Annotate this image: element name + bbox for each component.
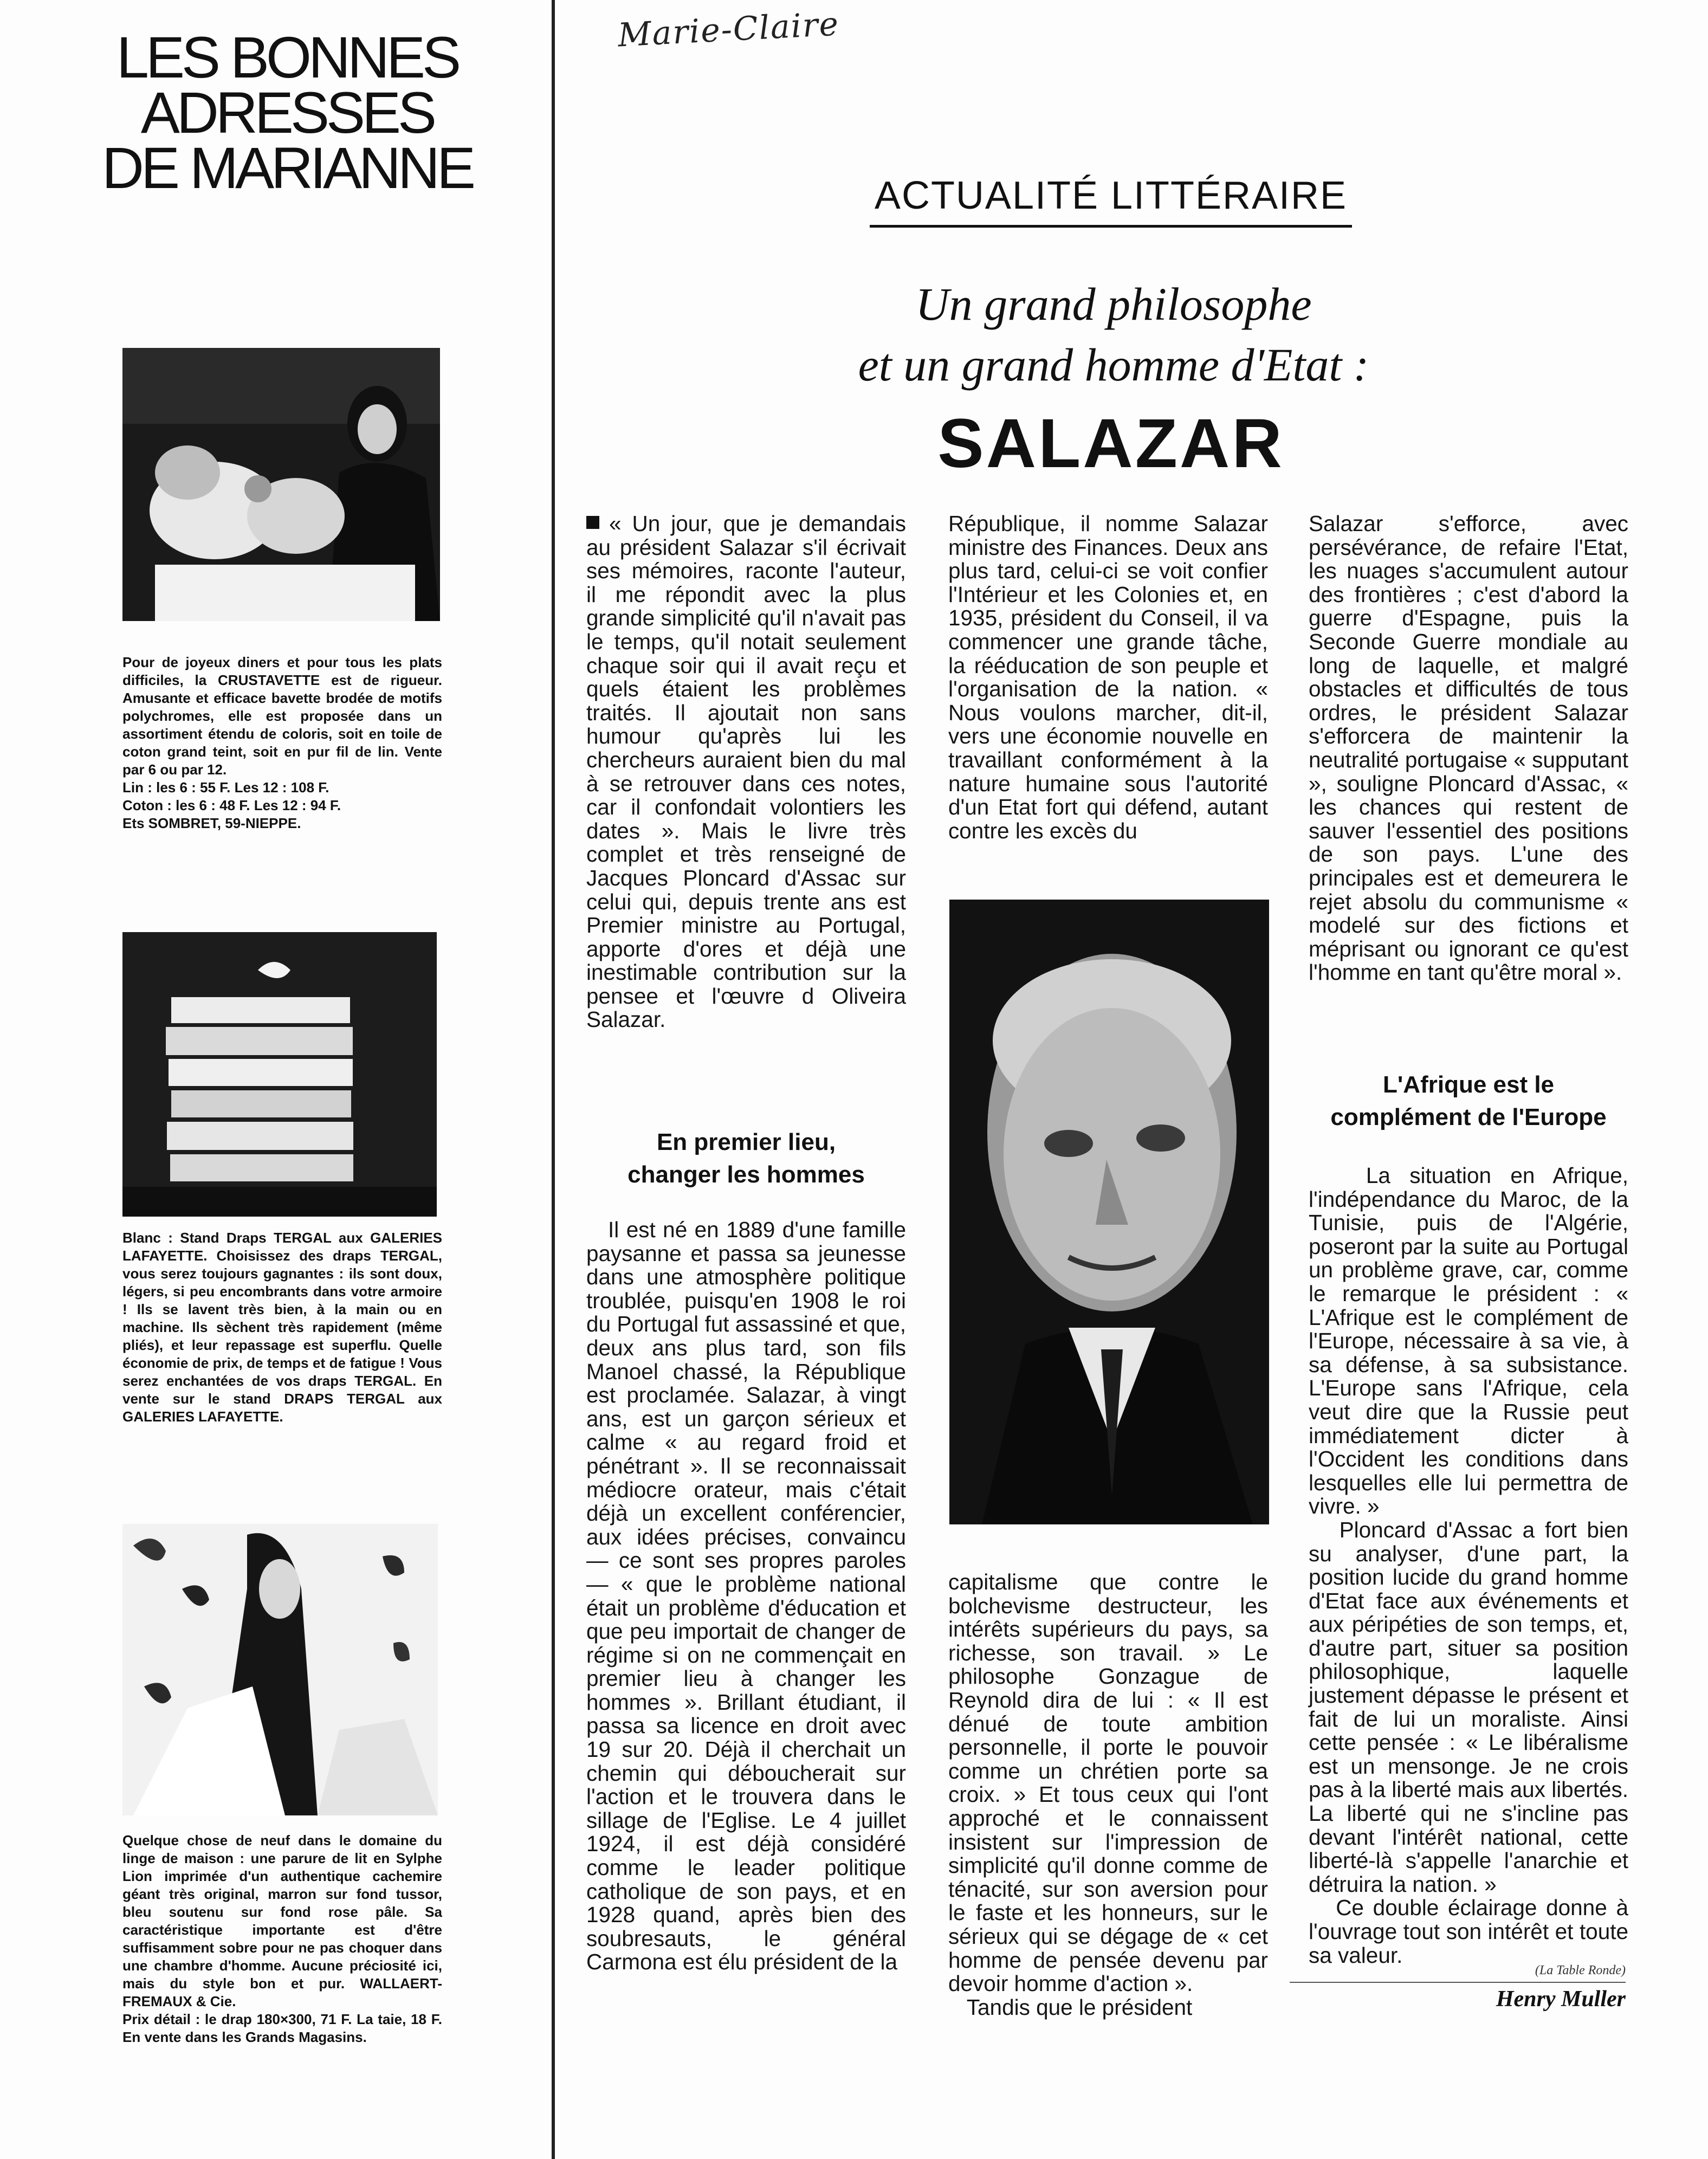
article-col3-top: Salazar s'efforce, avec persévérance, de refaire l'Etat, les nuages s'accumulent autour des frontières ; c'est d'abord la guerre d'Espagne, puis la Seconde Guerre mondiale au long de laquelle, et malgré obstacles et difficultés de tous ordres, le président Salazar s'efforcera de maintenir la neutralité portugaise « supputant », souligne Ploncard d'Assac, « les chances qui restent de sauver l'essentiel des positions de son pays. L'une des principales est et demeurera le rejet absolu du communisme « modelé sur des fictions et méprisant ou ignorant ce qu'est l'homme en tant qu'être moral ». bbox=[1309, 511, 1635, 985]
subtitle-line: et un grand homme d'Etat : bbox=[858, 339, 1369, 391]
photo-draps-tergal-image bbox=[122, 932, 437, 1217]
article-title: SALAZAR bbox=[937, 405, 1284, 482]
caption-parure-sylphe: Quelque chose de neuf dans le domaine du linge de maison : une parure de lit en Sylphe Lion imprimée d'un authentique cachemire géant très original, marron sur fond tussor, bleu soutenu sur fond rose pâle. Sa caractéristique importante est d'être suffisamment sobre pour ne pas choquer dans une chambre d'homme. Aucune préciosité ici, mais du style bon et pur. WALLAERT-FREMAUX & Cie. Prix détail : le drap 180×300, 71 F. La taie, 18 F. En vente dans les Grands Magasins. bbox=[122, 1832, 442, 2045]
article-col1-intro bbox=[586, 511, 913, 1032]
left-title-line: DE MARIANNE bbox=[101, 135, 473, 201]
article-author: Henry Muller bbox=[1496, 1987, 1626, 2012]
photo-parure-sylphe bbox=[122, 1524, 438, 1815]
caption-crustavette: Pour de joyeux diners et pour tous les plats difficiles, la CRUSTAVETTE est de rigueur. Amusante et efficace bavette brodée de motifs polychromes, elle est proposée dans un assortiment étendu de coloris, soit en toile de coton grand teint, soit en pur fil de lin. Vente par 6 ou par 12. Lin : les 6 : 55 F. Les 12 : 108 F. Coton : les 6 : 48 F. Les 12 : 94 F. Ets SOMBRET, 59-NIEPPE. bbox=[122, 654, 442, 831]
bullet-square-icon bbox=[586, 516, 599, 529]
subhead-afrique: L'Afrique est le complément de l'Europe bbox=[1330, 1071, 1607, 1130]
left-title-line: LES BONNES bbox=[116, 24, 458, 90]
salazar-portrait-image bbox=[949, 900, 1269, 1524]
left-title-line: ADRESSES bbox=[140, 80, 434, 145]
article-col2-top: République, il nomme Salazar ministre des Finances. Deux ans plus tard, celui-ci se voit confier l'Intérieur et les Colonies et, en 1935, président du Conseil, il va commencer une grande tâche, la rééducation de son peuple et l'organisation de la nation. « Nous voulons marcher, dit-il, vers une économie nouvelle en travaillant conformément à la nature humaine sous l'autorité d'un Etat fort qui défend, autant contre les excès du bbox=[948, 511, 1274, 843]
col1-intro-text: « Un jour, que je demandais au président Salazar s'il écrivait ses mémoires, raconte l'auteur, il me répondit avec la plus grande simplicité qu'il n'avait pas le temps, qu'il notait seulement chaque soir qui il avait reçu et quels étaient les problèmes traités. Il ajoutait non sans humour qu'après lui les chercheurs auraient bien du mal à se retrouver dans ces notes, car il confondait volontiers les dates ». Mais le livre très complet et très renseigné de Jacques Ploncard d'Assac sur celui qui, depuis trente ans est Premier ministre au Portugal, apporte d'ores et déjà une inestimable contribution sur la pensee et l'œuvre d Oliveira Salazar. bbox=[586, 511, 913, 1032]
section-heading-underline bbox=[870, 225, 1352, 228]
article-col1-body: Il est né en 1889 d'une famille paysanne et passa sa jeunesse dans une atmosphère politique troublée, puisqu'en 1908 le roi du Portugal fut assassiné et que, deux ans plus tard, son fils Manoel chassé, la République est proclamée. Salazar, à vingt ans, est un garçon sérieux et calme « au regard froid et pénétrant ». Il se reconnaissait médiocre orateur, mais c'était déjà un excellent conférencier, aux idées précises, convaincu — ce sont ses propres paroles — « que le problème national était un problème d'éducation et que peu importait de changer de régime si on ne commençait en premier lieu à changer les hommes ». Brillant étudiant, il passa sa licence en droit avec 19 sur 20. Déjà il cherchait un chemin qui déboucherait sur l'action et le trouvera dans le sillage de l'Eglise. Le 4 juillet 1924, il est déjà considéré comme le leader politique catholique de son pays, et en 1928 quand, après bien des soubresauts, le général Carmona est élu président de la bbox=[586, 1217, 913, 1975]
column-divider bbox=[552, 0, 555, 2159]
left-column-title bbox=[54, 24, 520, 201]
publisher-source: (La Table Ronde) bbox=[1535, 1963, 1626, 1977]
photo-draps-tergal bbox=[122, 932, 437, 1217]
caption-draps-tergal: Blanc : Stand Draps TERGAL aux GALERIES LAFAYETTE. Choisissez des draps TERGAL, vous serez toujours gagnantes : ils sont doux, légers, si peu encombrants dans votre armoire ! Ils se lavent très bien, à la main ou en machine. Ils sèchent très rapidement (même pliés), et leur repassage est superflu. Quelle économie de prix, de temps et de fatigue ! Vous serez enchantées de vos draps TERGAL. En vente sur le stand DRAPS TERGAL aux GALERIES LAFAYETTE. bbox=[122, 1230, 447, 1425]
subhead-premier-lieu: En premier lieu, changer les hommes bbox=[627, 1129, 865, 1188]
photo-crustavette bbox=[122, 348, 440, 621]
article-subtitle bbox=[694, 274, 1534, 395]
photo-salazar-portrait bbox=[949, 900, 1269, 1524]
handwritten-note: Marie-Claire bbox=[617, 5, 840, 55]
article-col2-bottom: capitalisme que contre le bolchevisme destructeur, les intérêts supérieurs du pays, sa richesse, son travail. » Le philosophe Gonzague de Reynold dira de lui : « Il est dénué de toute ambition personnelle, il porte le pouvoir comme un chrétien porte sa croix. » Et tous ceux qui l'ont approché et le connaissent insistent sur l'impression de simplicité qu'il donne comme de ténacité, sur son aversion pour le faste et les honneurs, sur le sérieux qui se dégage de « cet homme de pensée devenu par devoir homme d'action ». Tandis que le président bbox=[948, 1569, 1268, 2020]
source-rule bbox=[1290, 1982, 1626, 1983]
subtitle-line: Un grand philosophe bbox=[915, 278, 1312, 330]
section-heading: ACTUALITÉ LITTÉRAIRE bbox=[874, 174, 1348, 217]
photo-parure-sylphe-image bbox=[122, 1524, 438, 1815]
article-col3-body: La situation en Afrique, l'indépendance du Maroc, de la Tunisie, puis de l'Algérie, poseront par la suite au Portugal un problème grave, car, comme le remarque le président : « L'Afrique est le complément de l'Europe, nécessaire à sa vie, à sa défense, à sa subsistance. L'Europe sans l'Afrique, cela veut dire que la Russie peut immédiatement dicter à l'Occident les conditions dans lesquelles elle lui permettra de vivre. » Ploncard d'Assac a fort bien su analyser, d'une part, la position lucide du grand homme d'Etat face aux événements et aux péripéties de son temps, et, d'autre part, situer sa position philosophique, laquelle justement dépasse le présent et fait de lui un moraliste. Ainsi cette pensée : « Le libéralisme est un mensonge. Je ne crois pas à la liberté mais aux libertés. La liberté qui ne s'incline pas devant l'intérêt national, cette liberté-là s'appelle l'anarchie et détruira la nation. » Ce double éclairage donne à l'ouvrage tout son intérêt et toute sa valeur. bbox=[1309, 1163, 1628, 1968]
photo-crustavette-image bbox=[122, 348, 440, 621]
